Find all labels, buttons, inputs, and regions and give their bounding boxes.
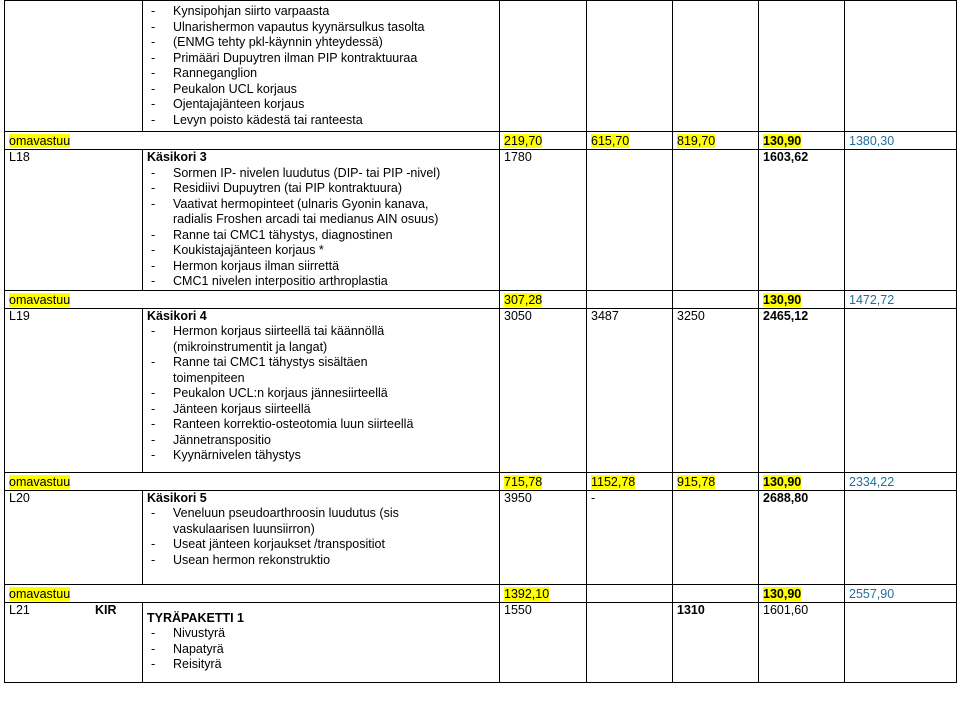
price-value: 1780 <box>500 150 587 291</box>
omavastuu-row <box>5 132 957 150</box>
table-row-L19 <box>5 308 957 472</box>
omavastuu-total: 2334,22 <box>845 472 957 490</box>
procedure-list <box>147 4 495 128</box>
procedure-list-cell <box>143 1 500 132</box>
omavastuu-label-cell <box>5 290 500 308</box>
omavastuu-row <box>5 472 957 490</box>
price-value: 3950 <box>500 490 587 584</box>
omavastuu-label-cell <box>5 132 500 150</box>
omavastuu-value: 615,70 <box>587 132 673 150</box>
cell-empty <box>845 1 957 132</box>
cell-empty <box>845 602 957 682</box>
cell-empty <box>673 584 759 602</box>
list-item: - Residiivi Dupuytren (tai PIP kontraktuura) <box>147 181 495 197</box>
omavastuu-label-cell <box>5 584 500 602</box>
omavastuu-value: 130,90 <box>759 132 845 150</box>
list-item: - Sormen IP- nivelen luudutus (DIP- tai PIP -nivel) <box>147 166 495 182</box>
cell-empty <box>845 150 957 291</box>
package-title: TYRÄPAKETTI 1 <box>147 610 244 625</box>
list-item: - Jänteen korjaus siirteellä <box>147 402 495 418</box>
row-code: L19 <box>5 308 143 472</box>
omavastuu-total: 1380,30 <box>845 132 957 150</box>
procedure-cell <box>143 308 500 472</box>
omavastuu-value: 715,78 <box>500 472 587 490</box>
price-value: 2465,12 <box>759 308 845 472</box>
omavastuu-total: 1472,72 <box>845 290 957 308</box>
cell-empty <box>759 1 845 132</box>
row-code-cell <box>5 602 143 682</box>
omavastuu-label: omavastuu <box>9 586 71 601</box>
cell-empty <box>673 1 759 132</box>
omavastuu-value: 130,90 <box>759 472 845 490</box>
procedure-list <box>143 626 495 673</box>
list-item: - Ulnarishermon vapautus kyynärsulkus tasolta <box>147 20 495 36</box>
price-value: 1603,62 <box>759 150 845 291</box>
kir-label: KIR <box>95 602 117 617</box>
price-value: 1550 <box>500 602 587 682</box>
omavastuu-value: 307,28 <box>500 290 587 308</box>
cell-empty <box>5 1 143 132</box>
list-item: - Hermon korjaus ilman siirrettä <box>147 259 495 275</box>
omavastuu-value: 130,90 <box>759 290 845 308</box>
basket-title: Käsikori 4 <box>147 308 207 323</box>
omavastuu-label-cell <box>5 472 500 490</box>
cell-empty <box>587 290 673 308</box>
procedure-list <box>147 506 495 568</box>
list-item: - Kynsipohjan siirto varpaasta <box>147 4 495 20</box>
list-item: - Kyynärnivelen tähystys <box>147 448 495 464</box>
cell-empty <box>845 308 957 472</box>
list-item: - Ranne tai CMC1 tähystys, diagnostinen <box>147 228 495 244</box>
cell-empty <box>587 602 673 682</box>
list-item: - Jännetranspositio <box>147 433 495 449</box>
omavastuu-label: omavastuu <box>9 134 71 148</box>
price-value: 3487 <box>587 308 673 472</box>
row-code: L21 <box>9 602 30 617</box>
cell-empty <box>673 150 759 291</box>
omavastuu-value: 130,90 <box>759 584 845 602</box>
basket-title: Käsikori 5 <box>147 490 207 505</box>
cell-empty <box>673 290 759 308</box>
omavastuu-value: 1152,78 <box>587 472 673 490</box>
list-item: - Ranne tai CMC1 tähystys sisältäen toimenpiteen <box>147 355 495 386</box>
omavastuu-total: 2557,90 <box>845 584 957 602</box>
omavastuu-row <box>5 584 957 602</box>
list-item: - Peukalon UCL:n korjaus jännesiirteellä <box>147 386 495 402</box>
list-item: - Veneluun pseudoarthroosin luudutus (sis vaskulaarisen luunsiirron) <box>147 506 495 537</box>
table-row-L20 <box>5 490 957 584</box>
cell-empty <box>587 584 673 602</box>
price-value: 3050 <box>500 308 587 472</box>
cell-empty <box>673 490 759 584</box>
table-row-continuation <box>5 1 957 132</box>
procedure-cell <box>95 602 500 682</box>
list-item: - Ojentajajänteen korjaus <box>147 97 495 113</box>
table-row-L18 <box>5 150 957 291</box>
list-item: - Usean hermon rekonstruktio <box>147 553 495 569</box>
price-value: - <box>587 490 673 584</box>
list-item: - Primääri Dupuytren ilman PIP kontraktuuraa <box>147 51 495 67</box>
list-item: - Napatyrä <box>147 642 495 658</box>
basket-title: Käsikori 3 <box>147 150 207 164</box>
list-item: - Rannеganglion <box>147 66 495 82</box>
omavastuu-value: 915,78 <box>673 472 759 490</box>
price-value: 2688,80 <box>759 490 845 584</box>
table-row-L21 <box>5 602 957 682</box>
price-table-wrapper <box>4 0 956 683</box>
price-value: 3250 <box>673 308 759 472</box>
procedure-cell <box>143 150 500 291</box>
price-value: 1601,60 <box>759 602 845 682</box>
cell-empty <box>500 1 587 132</box>
price-table <box>4 0 957 683</box>
cell-empty <box>845 490 957 584</box>
procedure-cell <box>143 490 500 584</box>
list-item: - CMC1 nivelen interpositio arthroplastia <box>147 274 495 290</box>
list-item: - Peukalon UCL korjaus <box>147 82 495 98</box>
list-item: - Koukistajajänteen korjaus * <box>147 243 495 259</box>
row-code: L20 <box>5 490 143 584</box>
cell-empty <box>587 1 673 132</box>
omavastuu-label: omavastuu <box>9 292 71 307</box>
row-code: L18 <box>5 150 143 291</box>
list-item: - Hermon korjaus siirteellä tai käännöllä (mikroinstrumentit ja langat) <box>147 324 495 355</box>
procedure-list <box>147 324 495 464</box>
omavastuu-value: 1392,10 <box>500 584 587 602</box>
omavastuu-value: 819,70 <box>673 132 759 150</box>
list-item: - (ENMG tehty pkl-käynnin yhteydessä) <box>147 35 495 51</box>
list-item: - Vaativat hermopinteet (ulnaris Gyonin kanava, radialis Froshen arcadi tai medianus AIN osuus) <box>147 197 495 228</box>
price-value: 1310 <box>673 602 759 682</box>
list-item: - Nivustyrä <box>147 626 495 642</box>
omavastuu-row <box>5 290 957 308</box>
procedure-list <box>147 166 495 290</box>
list-item: - Ranteen korrektio-osteotomia luun siirteellä <box>147 417 495 433</box>
list-item: - Reisityrä <box>147 657 495 673</box>
list-item: - Useat jänteen korjaukset /transpositiot <box>147 537 495 553</box>
list-item: - Levyn poisto kädestä tai ranteesta <box>147 113 495 129</box>
omavastuu-label: omavastuu <box>9 474 71 489</box>
omavastuu-value: 219,70 <box>500 132 587 150</box>
cell-empty <box>587 150 673 291</box>
